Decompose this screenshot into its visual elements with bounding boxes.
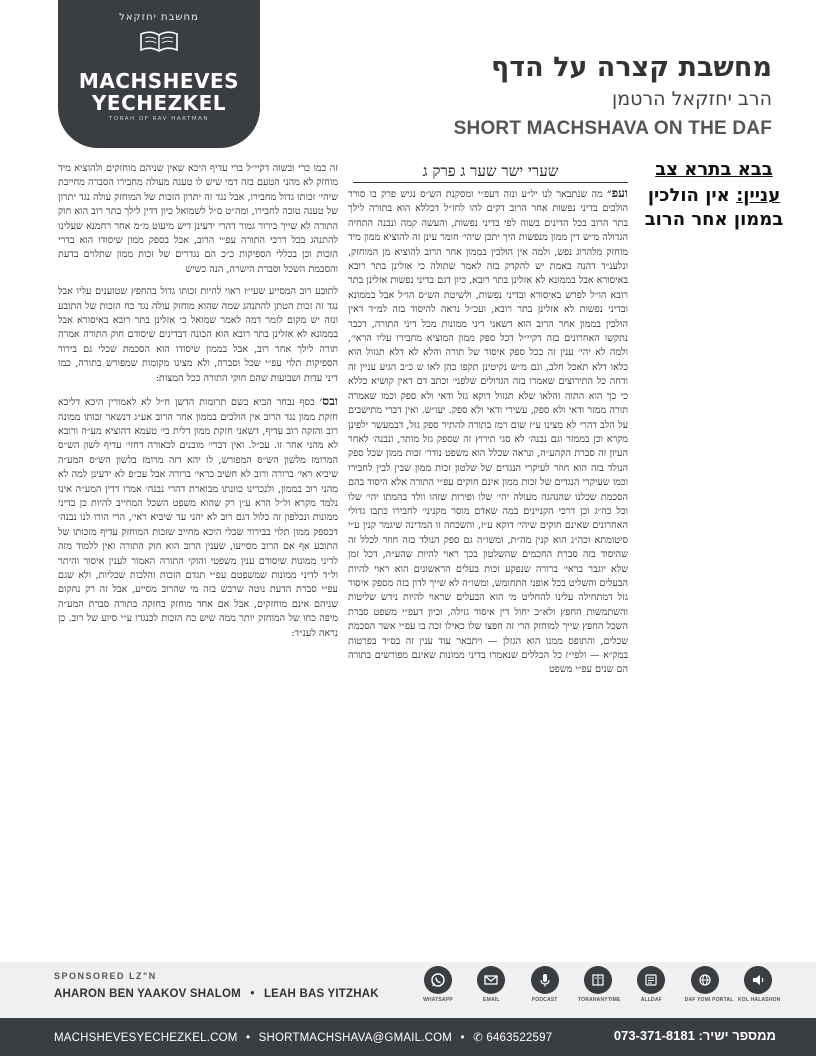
israel-phone[interactable]: 073-371-8181 <box>613 1028 695 1043</box>
icon-label: PODCAST <box>531 997 558 1003</box>
paragraph-lead: ועפ״ <box>607 186 628 200</box>
whatsapp-icon[interactable] <box>424 966 452 994</box>
podcast-icon[interactable] <box>531 966 559 994</box>
sponsor-names <box>54 988 379 1000</box>
source-title: שערי ישר שער ג פרק ג <box>353 162 628 183</box>
icon-label: KOL HALASHON <box>737 997 781 1003</box>
logo <box>58 0 260 148</box>
icon-label: ALLDAF <box>640 997 662 1003</box>
paragraph <box>58 394 338 641</box>
israel-label: ממספר ישיר: <box>698 1028 776 1043</box>
paragraph <box>58 285 338 386</box>
paragraph <box>58 162 338 277</box>
sponsor-bar <box>0 962 816 1018</box>
icon-label: EMAIL <box>483 997 500 1003</box>
paragraph <box>348 186 628 678</box>
icon-label: TORAHANYTIME <box>577 997 621 1003</box>
dafyomi-portal-link[interactable] <box>684 966 734 1016</box>
dafyomi-portal-icon[interactable] <box>691 966 719 994</box>
whatsapp-link[interactable] <box>418 966 458 1016</box>
text-column-right <box>348 186 628 958</box>
email-address[interactable]: SHORTMACHSHAVA@GMAIL.COM <box>258 1032 453 1044</box>
text-column-left <box>58 162 338 934</box>
sponsor-name-1: AHARON BEN YAAKOV SHALOM <box>54 988 241 1000</box>
sponsor-label: SPONSORED LZ"N <box>54 971 157 981</box>
podcast-link[interactable] <box>525 966 565 1016</box>
inyan-line <box>634 184 794 208</box>
kolhalashon-link[interactable] <box>737 966 781 1016</box>
page-title-hebrew: מחשבת קצרה על הדף <box>491 52 772 83</box>
inyan-value-1: אין הולכין <box>647 185 730 206</box>
kolhalashon-icon[interactable] <box>744 966 772 994</box>
open-book-icon <box>139 28 179 54</box>
rabbi-name: הרב יחזקאל הרטמן <box>612 88 772 110</box>
website-link[interactable]: MACHSHEVESYECHEZKEL.COM <box>54 1032 238 1044</box>
email-icon[interactable] <box>477 966 505 994</box>
alldaf-icon[interactable] <box>637 966 665 994</box>
icon-label: WHATSAPP <box>423 997 453 1003</box>
email-link[interactable] <box>471 966 511 1016</box>
phone-icon: ✆ <box>473 1032 483 1044</box>
sponsor-separator: • <box>250 988 255 1000</box>
alldaf-link[interactable] <box>631 966 671 1016</box>
israel-contact <box>614 1028 776 1043</box>
icon-label: DAF YOMI PORTAL <box>684 997 734 1003</box>
inyan-value-2: בממון אחר הרוב <box>644 209 784 230</box>
masechta-reference: בבא בתרא צב <box>655 159 773 180</box>
paragraph-text: זה כמו כרי ובשוה דקיי״ל ברי עדיף היכא שאין שניהם מוחזקים ולהוציא מיד מוחזק לא מהני הטעם בזה דמי שיש לו טענה מעולה מחבירו הסברה מחייבת שיהי׳ זכותו גדול מחבירו, אבל נגד זה יתרון הזכות של המוחזק עולה נגד יתרון של טענה טובה לחבירו, ומה״ט ס״ל לשמואל כיון דדין לילך בתר רוב הוא חוק התורה לא שייך בירור גמור דהרי ידעינן דיש מיעוט מ״מ אחר רחמנא שעלינו להתנהג בכל דרכי התורה עפ״י הרוב, אבל בספק ממון שיסודו הוא בדרי הזכות וכן בכללי הספיקות כ״כ הם נגדרים של זכות ממון שתלוים בדעת והסכמת השכל וסברת הישרה, הנה כשיש <box>58 163 338 275</box>
logo-tagline: TORAH OF RAV HARTMAN <box>109 116 209 122</box>
logo-line1: MACHSHEVES <box>78 69 240 93</box>
logo-line2: YECHEZKEL <box>91 91 227 115</box>
contact-info <box>54 1030 552 1044</box>
contact-bar <box>0 1018 816 1056</box>
torahanytime-link[interactable] <box>577 966 621 1016</box>
topic-panel <box>634 158 794 232</box>
inyan-label: עניין: <box>736 185 781 206</box>
paragraph-text: לתובע רוב המסייע שעי״ז ראוי להיות זכותו גדול בהחפץ שטוענים עליו אבל נגד זה זכות הטתן להתנהג שמה שהוא מוחזק עולה נגד כח הזכות של התובע ונזה יש מקום לומר דמה לאמר שמואל כי אזלינן בתר רובא באיסורא אבל בממונא לא אזלינן בתר רובא הוא הכונה דבדינים שיסודם חוק התורה אמרה תורה לילך אחר רוב, אבל בממון שיסודו הוא הסכמת שכלי גם בירור הספיקות תלוי עפ״י שכל וסברה, ולא מצינו מקומות שמפורש בתורה, כמו דיני עדות ושבועות שהם חוקי התורה ככל המצות: <box>58 286 338 384</box>
separator: • <box>245 1032 251 1044</box>
main-text-area <box>58 162 628 960</box>
page-title-english: SHORT MACHSHAVA ON THE DAF <box>453 118 772 139</box>
sponsor-name-2: LEAH BAS YITZHAK <box>263 988 379 1000</box>
paragraph-text: מה שנתבאר לנו יל״ע ונזה דעפ״י ומסקנת הש״ס נגיש פרק בו סורר הולכים בדיני נפשות אחר הרוב דקים להו לחז״ל דכללא הוא בתורה לילך בתר הרוב בכל הדינים בשוה לפי בדיני נפשות, והעשה קמה ונבנה התחיה הגדולה מ״ש דין ממון מנפשות היך יתכן שיהי׳ חומר עינן זה להוציא ממון מיד מוחזק מלהרוג נפש, ולמה אין הולכין בממון אחר הרוב להוציא מן המוחזק, ונלענ״ד דהנה באמת יש להקדק בזה לאמר שתולה כי אזלינן בתר רובא באיסורא אבל בממונא לא אזלינן בתר רובא, כיון דגם בדיני נפשות אזלינן בתר רובא הו״ל לפרש באיסורא ובדיני נפשות, ולשיטת הש״ס הו״ל אבל בממונא ובדיני נפשות לא אזלינן בתר רובא, ועכ״ל נראה להיסוד בזה למ״ד דאין הולכין בממון אחר הרוב הוא דשאני דיני ממונות מכל דיני התורה, דכבר נתקשו האחרונים בזה דקיי״ל דכל ספק ממון המוציא מחבירו עליו הראי׳, ולמה לא יהי׳ ענין זה ככל ספק איסור של תורה והלא לא דלא תגזול הוא כלאו דלא תאכל חלב, וגם מ״ש נקיטינן תקפו כהן לאו ש כ״ב הגיע עניין זה ודחה כל התירוצים שאמרו בזה הגדולים שלפני׳ וכתב דם דאין קושיא כללא כי כך הוא התוה והלאו שלא תגזול דוקא גזל ודאי ולא ספק וכמו שאמרה תורה ממזר ודאי ולא ספק, עשירי ודאי ולא ספק. יעו״ש. ואין דברי מתישבים על הלב דהרי לא מצינו ע״ז שום רמז בתורה להתיר ספק גזל, דבמעשר ילפינן מקרא וכן בממזר וגם נבנה׳ לא סגי תירוץ זה שספק גזל מותר, ונבנה׳ לאחר העיון זה סברת הקהע״ה, ונראה שכלל הוא משפט נודר׳ זכות ממון שכל ספק הנולד בזה הוא חוזר לעיקרי הנגדים של שלטון זכות ממון שבין לבין לחבירו וכמו שעיקרי הנגדים של זכות ממון אינם חוקים עפ״י התורה אלא היסוד בהם הסכמת שכלנו שהנהגה מעולה יהי׳ שלו ופירות שזהו וולד בהמתו יהי׳ שלו וכל כה״ג וכן דרכי הקניינים במה שאדם מוסר מקניני׳ לחבירו כתבו גדולי האחרונים שאינם חוקים שיהי׳ דוקא ע״ז, והשכחה זו המדינה שיגמר קנין ע״י סיטומתא וכה״ג הוא קנין מה״ת, ומשו״ה גם ספק הנולד בזה חוזר לכלל זה שהיסוד בזה סברת החכמים שהשלטון בכך ראוי להיות שהע״ה, דכל זמן שלא יוגבר בראי׳ ברורה שנפקע זכות בעלים הראשונים הוא ראוי להיות הבעלים והשליט בכל אופני התחומש, ומשו״ה לא שייך לדון בזה מספק איסור גזל דמתחילה עלינו להחליט מי הוא הבעלים שראוי להיות נידש שליטות והשתמשות החפץ ולא״כ יחול דין איסור גזילה, וכיון דעפ״י משפט סברת השכל החפץ שייך למוחזק הרי זה חפצו שלו כאילו זכה בו עפ״י אשר הסכמת שכלים, והתופס ממנו הוא הגזלן — ויתבאר עוד ענין זה בס״ד בפרטות במק״א — ולפי״ז כל הכללים שנאמרו בדיני ממונות שאינם מפורשים בתורה הם שנים עפ״י משפט <box>348 189 628 676</box>
phone-number[interactable]: 6463522597 <box>486 1032 553 1044</box>
platform-links <box>418 966 781 1016</box>
logo-wordmark <box>58 70 260 114</box>
paragraph-text: כסף נבחר הביא בשם תרומות הדשן ח״ל לא לאמורין היכא דליכא חזקת ממון נגד הרוב אין הולכים בממון אחר הרוב אע״ג דנשאר זכותו ממונה רוב והזקה רוב עדיף, דשאני חזקת ממון דלית בי׳ טעמא דהוציא מע״ה ורובא לא מהני אחר זו. עכ״ל. ואין דברי׳ מובנים לכאורה דחזי׳ עדיף לשון הש״ס המרומז מלשון הש״ס המפורש, לו יהא דזה מרומז בלשון הש״ס המע״ה שיביא ראי׳ ברורה ורוב לא חשיב כראי׳ ברורה אבל עכ״פ לא ידעינן למה לא מהני רוב בממון, ולנכרינו כוונתו מבוארת דהרי נבנה׳ אמרו דדין המע״ה אינו נלמד מקרא ול״ל הרא ע״ן רק שהוא משפט השכל המחייב להיות כן בדיני ממונות ונכלפון זה כלול דגם רוב לא יהני עד שיביא ראי׳, הרי הורו לנו נבנה׳ דבספק ממון תלוי בבירור שכלי היכא מחייב שזכות המוחזק עדיף מזכותו של התובע אף אם הרוב מסייעו, שענין הרוב הוא חוק התורה ואין ללמוד מזה לדיני ממונות שיסודם ענין משפטי והוקי התורה האמור לענין איסור והיתר ול״ד לדיני ממונות שמשפטם עפ״י תגדם הזכות והלכות שכליות, ולא שגם עפ״י סברת הדעת נוטה שרבש בזה מי שהרוב מסייע, אבל זה רק נחקום שניהם אינם מוחזקים, אבל אם אחד מוחזק בחזקה בתורה סברת המע״ה מיפה כחו של המוחזק יותר ממה שיש כח הזכות לכנגדו ע״י סיוע של רוב. כן נראה לענ״ד: <box>58 397 338 639</box>
paragraph-lead: ובס׳ <box>319 394 338 409</box>
torahanytime-icon[interactable] <box>584 966 612 994</box>
logo-hebrew: מחשבת יחזקאל <box>119 12 199 23</box>
separator: • <box>460 1032 465 1044</box>
